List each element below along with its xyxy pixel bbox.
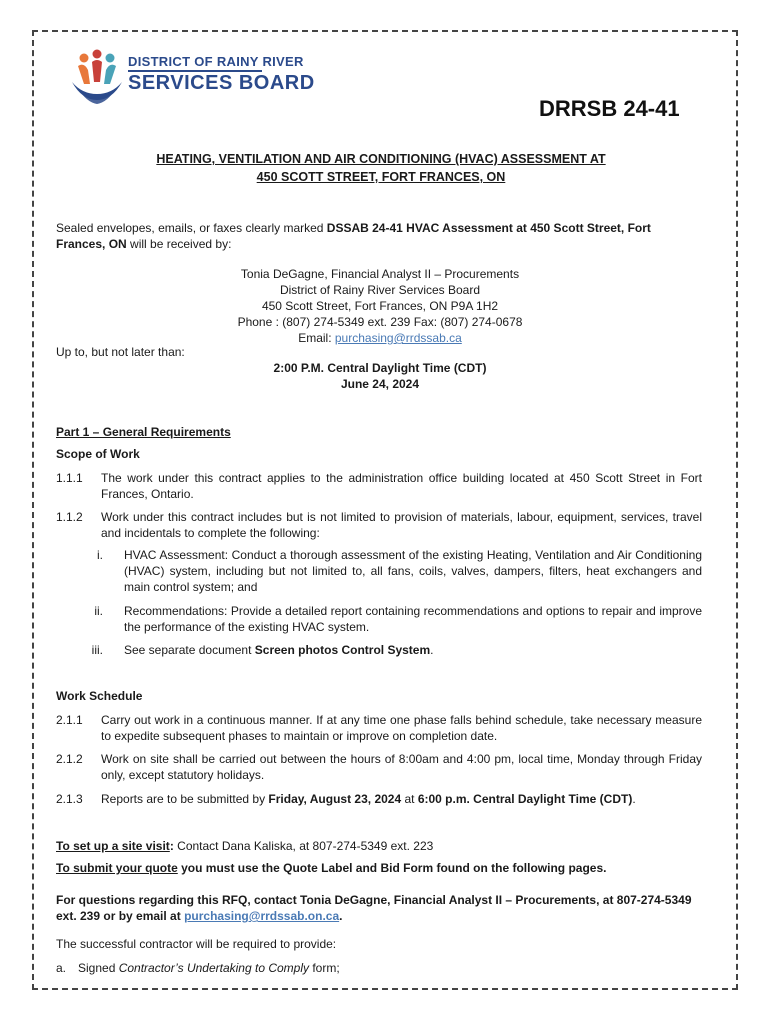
- scope-heading: Scope of Work: [56, 447, 140, 461]
- site-visit-colon: :: [169, 839, 174, 853]
- contact-email-label: Email:: [298, 331, 335, 345]
- item-bold-date: Friday, August 23, 2024: [268, 792, 402, 806]
- item-number: 2.1.1: [56, 713, 83, 727]
- contact-email-link[interactable]: purchasing@rrdssab.ca: [334, 331, 462, 345]
- site-visit-label: To set up a site visit: [56, 839, 170, 853]
- item-text: Carry out work in a continuous manner. If at any time one phase falls behind schedule, take necessary measure to expedite subsequent phases to maintain or improve on completion date.: [101, 713, 702, 743]
- intro-post: will be received by:: [126, 237, 232, 251]
- title-line2: 450 SCOTT STREET, FORT FRANCES, ON: [256, 170, 506, 184]
- provide-item-italic: Contractor’s Undertaking to Comply: [118, 961, 310, 975]
- subitem-text: [124, 642, 702, 658]
- document-number: DRRSB 24-41: [539, 96, 680, 121]
- deadline-date: June 24, 2024: [340, 377, 420, 391]
- submit-text: you must use the Quote Label and Bid Form found on the following pages.: [177, 861, 607, 875]
- provide-item-text: [78, 960, 340, 976]
- provide-item-number: a.: [56, 961, 67, 975]
- subitem-number: i.: [97, 548, 103, 562]
- title-line1: HEATING, VENTILATION AND AIR CONDITIONING (HVAC) ASSESSMENT AT: [156, 152, 606, 166]
- logo-people-hands-icon: [68, 48, 126, 106]
- subitem-number: iii.: [91, 643, 103, 657]
- subitem-text: Recommendations: Provide a detailed report containing recommendations and options to repair and improve the performance of the existing HVAC system.: [124, 604, 702, 634]
- questions-email-link[interactable]: purchasing@rrdssab.on.ca: [184, 909, 340, 923]
- contact-phone: Phone : (807) 274-5349 ext. 239 Fax: (807) 274-0678: [237, 315, 523, 329]
- item-bold-time: 6:00 p.m. Central Daylight Time (CDT): [417, 792, 633, 806]
- subitem-text: HVAC Assessment: Conduct a thorough assessment of the existing Heating, Ventilation and Air Conditioning (HVAC) system, including but not limited to, all fans, coils, valves, dampers, filters, heat exchangers and main control system; and: [124, 548, 702, 594]
- questions-post: .: [339, 909, 343, 923]
- item-post: .: [632, 792, 636, 806]
- contact-org: District of Rainy River Services Board: [279, 283, 481, 297]
- item-number: 2.1.3: [56, 792, 83, 806]
- subitem-pre: See separate document: [124, 643, 255, 657]
- site-visit-line: [56, 838, 433, 854]
- subitem-bold: Screen photos Control System: [254, 643, 431, 657]
- item-text: [101, 791, 702, 807]
- site-visit-text: Contact Dana Kaliska, at 807-274-5349 ext. 223: [173, 839, 434, 853]
- submit-line: [56, 860, 606, 876]
- intro-paragraph: [56, 220, 702, 252]
- item-text: The work under this contract applies to the administration office building located at 450 Scott Street in Fort Frances, Ontario.: [101, 471, 702, 501]
- item-text: Work on site shall be carried out between the hours of 8:00am and 4:00 pm, local time, Monday through Friday only, except statutory holidays.: [101, 752, 702, 782]
- part1-heading: Part 1 – General Requirements: [56, 425, 231, 439]
- item-number: 1.1.1: [56, 471, 83, 485]
- contact-address: 450 Scott Street, Fort Frances, ON P9A 1H2: [261, 299, 499, 313]
- subitem-number: ii.: [94, 604, 103, 618]
- contact-email-line: [180, 330, 580, 346]
- contact-name: Tonia DeGagne, Financial Analyst II – Procurements: [240, 267, 520, 281]
- organization-logo: [68, 48, 315, 108]
- item-text: Work under this contract includes but is not limited to provision of materials, labour, equipment, services, travel and incidentals to complete the following:: [101, 510, 702, 540]
- deadline-time: 2:00 P.M. Central Daylight Time (CDT): [273, 361, 487, 375]
- questions-text: For questions regarding this RFQ, contact Tonia DeGagne, Financial Analyst II – Procurements, at 807-274-5349 ext. 239 or by email at: [56, 893, 692, 923]
- item-number: 2.1.2: [56, 752, 83, 766]
- questions-paragraph: [56, 892, 702, 924]
- item-pre: Reports are to be submitted by: [101, 792, 269, 806]
- provide-lead: The successful contractor will be required to provide:: [56, 937, 337, 951]
- schedule-heading: Work Schedule: [56, 689, 143, 703]
- item-mid: at: [401, 792, 418, 806]
- provide-item-post: form;: [309, 961, 340, 975]
- logo-text-line2: SERVICES BOARD: [128, 72, 315, 94]
- deadline-label: Up to, but not later than:: [56, 345, 185, 359]
- logo-text-line1: DISTRICT OF RAINY RIVER: [128, 54, 304, 69]
- item-number: 1.1.2: [56, 510, 83, 524]
- submit-label: To submit your quote: [56, 861, 178, 875]
- intro-pre: Sealed envelopes, emails, or faxes clearly marked: [56, 221, 327, 235]
- intro-bold: DSSAB 24-41 HVAC Assessment at 450 Scott Street, Fort Frances, ON: [56, 221, 651, 251]
- subitem-post: .: [430, 643, 434, 657]
- provide-item-pre: Signed: [78, 961, 119, 975]
